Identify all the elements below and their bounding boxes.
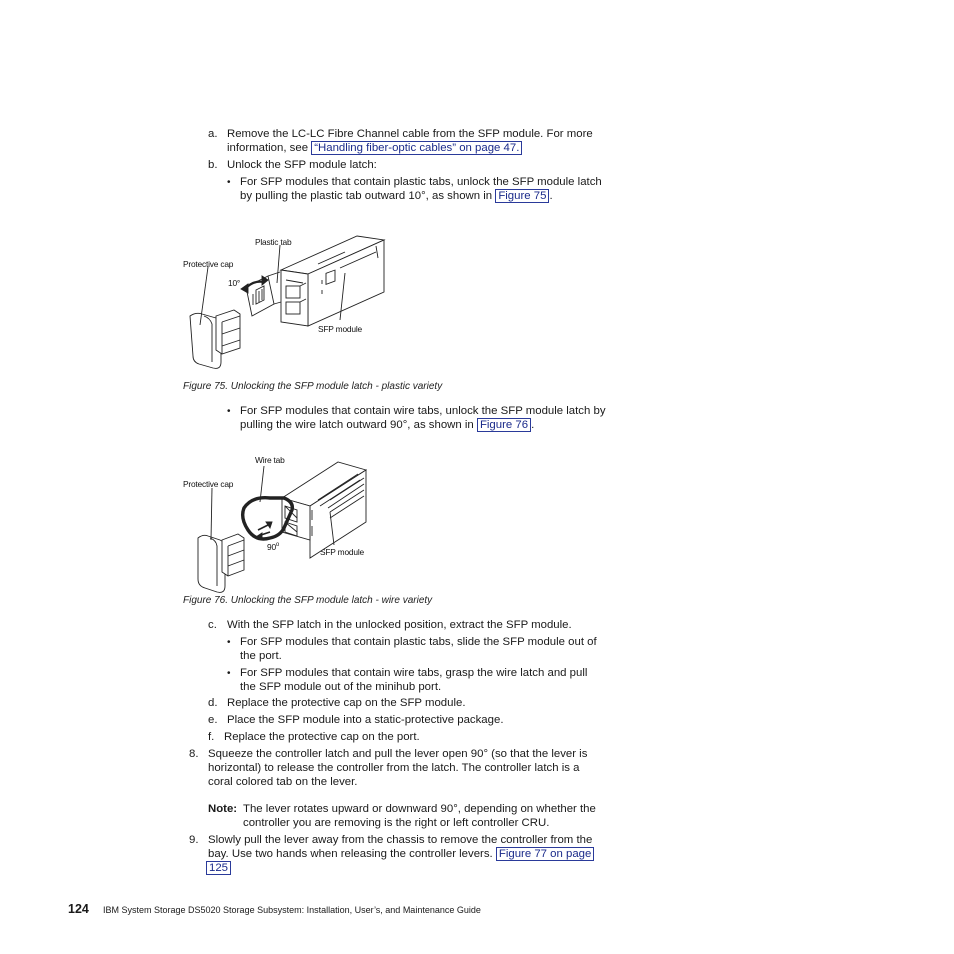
fig75-label-sfp-module: SFP module — [318, 324, 362, 334]
link-figure-75[interactable]: Figure 75 — [495, 189, 549, 203]
step-8-line3: coral colored tab on the lever. — [208, 776, 358, 788]
step-9-line2-prefix: bay. Use two hands when releasing the controller levers. — [208, 848, 493, 860]
step-b-bullet2-line1: For SFP modules that contain wire tabs, unlock the SFP module latch by — [240, 405, 606, 417]
step-b-bullet1-suffix: . — [549, 190, 553, 202]
bullet-glyph: • — [227, 406, 231, 417]
fig76-label-sfp-module: SFP module — [320, 547, 364, 557]
step-9-marker: 9. — [189, 834, 199, 846]
step-8-line1: Squeeze the controller latch and pull the lever open 90° (so that the lever is — [208, 748, 588, 760]
page-number: 124 — [68, 902, 89, 916]
fig76-sfp-module-body — [282, 462, 366, 558]
bullet-glyph: • — [227, 177, 231, 188]
link-figure-76[interactable]: Figure 76 — [477, 418, 531, 432]
step-8-line2: horizontal) to release the controller from the latch. The controller latch is a — [208, 762, 580, 774]
fig75-label-plastic-tab: Plastic tab — [255, 237, 292, 247]
step-a-line2-prefix: information, see — [227, 142, 309, 154]
step-a-line1: Remove the LC-LC Fibre Channel cable from the SFP module. For more — [227, 128, 593, 140]
fig75-label-angle: 10° — [228, 278, 241, 288]
fig76-label-angle-value: 90 — [267, 542, 276, 552]
link-figure-77[interactable]: Figure 77 on page — [496, 847, 594, 861]
step-b-bullet2-line2-prefix: pulling the wire latch outward 90°, as shown in — [240, 419, 474, 431]
fig76-protective-cap — [198, 534, 244, 592]
step-8-note-line2: controller you are removing is the right or left controller CRU. — [243, 817, 550, 829]
step-d-marker: d. — [208, 697, 218, 709]
step-b-bullet1-line1: For SFP modules that contain plastic tabs, unlock the SFP module latch — [240, 176, 602, 188]
step-d-text: Replace the protective cap on the SFP module. — [227, 697, 466, 709]
step-9-line3 — [206, 862, 231, 876]
step-c-bullet1-line2: the port. — [240, 650, 282, 662]
step-9-line1: Slowly pull the lever away from the chassis to remove the controller from the — [208, 834, 593, 846]
step-c-marker: c. — [208, 619, 217, 631]
step-9-line2 — [208, 848, 594, 862]
step-b-bullet2-suffix: . — [531, 419, 535, 431]
footer-text: IBM System Storage DS5020 Storage Subsystem: Installation, User’s, and Maintenance Guide — [103, 905, 481, 915]
step-b-marker: b. — [208, 159, 218, 171]
step-8-marker: 8. — [189, 748, 199, 760]
link-handling-fiber-optic-cables[interactable]: “Handling fiber-optic cables” on page 47. — [311, 141, 522, 155]
fig76-label-angle-sup: o — [275, 542, 280, 549]
step-e-marker: e. — [208, 714, 218, 726]
step-a-marker: a. — [208, 128, 218, 140]
link-figure-77-page[interactable]: 125 — [206, 861, 231, 875]
step-f-text: Replace the protective cap on the port. — [224, 731, 420, 743]
fig76-label-wire-tab: Wire tab — [255, 455, 285, 465]
step-c-bullet2-line2: the SFP module out of the minihub port. — [240, 681, 442, 693]
step-b-bullet1-line2-prefix: by pulling the plastic tab outward 10°, as shown in — [240, 190, 493, 202]
step-b-text: Unlock the SFP module latch: — [227, 159, 377, 171]
bullet-glyph: • — [227, 668, 231, 679]
step-c-text: With the SFP latch in the unlocked position, extract the SFP module. — [227, 619, 572, 631]
step-8-note-line1: The lever rotates upward or downward 90°, depending on whether the — [243, 803, 596, 815]
step-e-text: Place the SFP module into a static-protective package. — [227, 714, 504, 726]
step-c-bullet2-line1: For SFP modules that contain wire tabs, grasp the wire latch and pull — [240, 667, 588, 679]
fig75-label-protective-cap: Protective cap — [183, 259, 234, 269]
step-f-marker: f. — [208, 731, 215, 743]
step-8-note-label: Note: — [208, 803, 238, 815]
bullet-glyph: • — [227, 637, 231, 648]
step-c-bullet1-line1: For SFP modules that contain plastic tabs, slide the SFP module out of — [240, 636, 597, 648]
fig75-caption: Figure 75. Unlocking the SFP module latch - plastic variety — [183, 381, 443, 392]
fig76-caption: Figure 76. Unlocking the SFP module latch - wire variety — [183, 595, 433, 606]
fig76-label-protective-cap: Protective cap — [183, 479, 234, 489]
